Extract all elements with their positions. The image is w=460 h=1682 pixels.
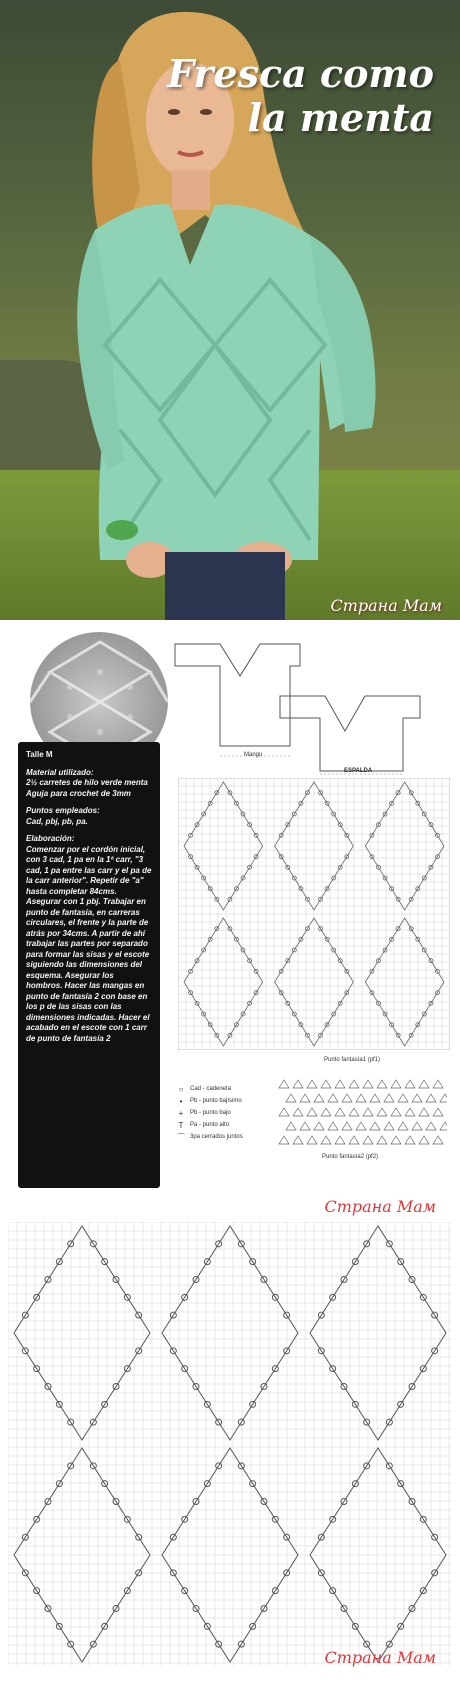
shell-motif xyxy=(377,1136,387,1144)
shell-motif xyxy=(314,1094,324,1102)
shell-motif xyxy=(279,1080,289,1088)
legend-label: Pb - punto bajísimo xyxy=(190,1098,242,1104)
legend-item xyxy=(176,1095,243,1107)
size-text: Talle M xyxy=(26,750,53,759)
shell-motif xyxy=(342,1094,352,1102)
shell-motif xyxy=(363,1136,373,1144)
shell-motif xyxy=(370,1094,380,1102)
shell-motif xyxy=(356,1094,366,1102)
shell-motif xyxy=(440,1094,447,1102)
legend-item xyxy=(176,1131,243,1143)
shell-motif xyxy=(440,1122,447,1130)
watermark-top: Страна Мам xyxy=(330,596,442,615)
legend-label: Cad - cadeneta xyxy=(190,1086,232,1092)
chain-icon: ○ xyxy=(178,1084,184,1094)
shell-motif xyxy=(293,1136,303,1144)
shell-motif xyxy=(363,1080,373,1088)
shell-motif xyxy=(293,1080,303,1088)
fantasy2-label: Punto fantasía2 (pf2) xyxy=(322,1154,379,1160)
fantasy-label: Punto fantasía1 (pf1) xyxy=(324,1057,381,1063)
shell-motif xyxy=(286,1122,296,1130)
slip-stitch-icon: • xyxy=(179,1096,183,1106)
shell-motif xyxy=(426,1122,436,1130)
legend-label: Pb - punto bajo xyxy=(190,1110,231,1116)
shell-motif xyxy=(363,1108,373,1116)
watermark-bottom: Страна Мам xyxy=(324,1648,436,1667)
shell-motif xyxy=(300,1094,310,1102)
process-text: Elaboración: Comenzar por el cordón inicial, con 3 cad, 1 pa en la 1ª carr, "3 cad, 1 pa entre las carr y el pa de la carr anterior". Repetir de "a" hasta completar 84cms. Asegurar con 1 pbj. Trabajar en punto de fantasía, en carreras circulares, el frente y la parte de atrás por 34cms. A partir de ahí trabajar las partes por separado para formar las sisas y el escote siguiendo las dimensiones del esquema. Asegurar los hombros. Hacer las mangas en punto de fantasía 2 con base en los p de las sisas con las dimensiones indicadas. Hacer el acabado en el escote con 1 carr de punto de fantasía 2 xyxy=(26,834,152,1043)
shell-motif xyxy=(391,1136,401,1144)
shell-motif xyxy=(314,1122,324,1130)
shell-motif xyxy=(328,1094,338,1102)
crochet-chart-small xyxy=(178,778,450,1050)
shell-motif xyxy=(279,1136,289,1144)
instructions-panel xyxy=(18,742,160,1188)
shell-motif xyxy=(433,1136,443,1144)
shell-motif xyxy=(286,1094,296,1102)
shell-motif xyxy=(321,1080,331,1088)
materials-text: Material utilizado: 2½ carretes de hilo verde menta Aguja para crochet de 3mm xyxy=(26,767,148,798)
shell-motif xyxy=(328,1122,338,1130)
legend-label: Pa - punto alto xyxy=(190,1122,230,1128)
stitches-text: Puntos empleados: Cad, pbj, pb, pa. xyxy=(26,806,100,826)
shell-motif xyxy=(349,1080,359,1088)
shell-motif xyxy=(356,1122,366,1130)
page-title xyxy=(167,52,434,140)
shell-motif xyxy=(300,1122,310,1130)
shell-motif xyxy=(412,1094,422,1102)
shell-motif xyxy=(384,1094,394,1102)
garment-schematic xyxy=(165,636,455,776)
shell-motif xyxy=(307,1136,317,1144)
watermark-middle: Страна Мам xyxy=(324,1197,436,1216)
shell-motif xyxy=(342,1122,352,1130)
shell-motif xyxy=(335,1108,345,1116)
shell-motif xyxy=(321,1136,331,1144)
cluster-icon: ⌒ xyxy=(177,1132,185,1142)
title-line-1: Fresca como xyxy=(167,51,434,96)
back-label: ESPALDA xyxy=(344,768,373,774)
shell-motif xyxy=(321,1108,331,1116)
shell-motif xyxy=(398,1122,408,1130)
shell-motif xyxy=(419,1136,429,1144)
shell-motif xyxy=(349,1136,359,1144)
shell-motif xyxy=(349,1108,359,1116)
shell-motif xyxy=(293,1108,303,1116)
shell-motif xyxy=(398,1094,408,1102)
stitch-legend xyxy=(176,1083,243,1143)
shell-motif xyxy=(391,1080,401,1088)
shell-motif xyxy=(279,1108,289,1116)
shell-motif xyxy=(384,1122,394,1130)
shell-motif xyxy=(391,1108,401,1116)
shell-motif xyxy=(405,1080,415,1088)
shell-motif xyxy=(433,1080,443,1088)
legend-label: 3pa cerrados juntos xyxy=(190,1134,243,1140)
shell-motif xyxy=(307,1080,317,1088)
shell-motif xyxy=(405,1108,415,1116)
cover-photo xyxy=(0,0,460,620)
legend-item xyxy=(176,1119,243,1131)
shell-motif xyxy=(370,1122,380,1130)
crochet-chart-large xyxy=(8,1222,452,1666)
shell-motif xyxy=(335,1080,345,1088)
shell-motif xyxy=(405,1136,415,1144)
front-label: Mangu xyxy=(244,752,263,758)
single-crochet-icon: + xyxy=(178,1108,184,1118)
shell-motif xyxy=(419,1108,429,1116)
shell-motif xyxy=(419,1080,429,1088)
shell-motif xyxy=(433,1108,443,1116)
title-line-2: la menta xyxy=(247,95,434,140)
shell-motif xyxy=(377,1080,387,1088)
double-crochet-icon: T xyxy=(178,1120,184,1130)
shell-motif xyxy=(426,1094,436,1102)
crochet-chart-band xyxy=(275,1076,447,1150)
shell-motif xyxy=(377,1108,387,1116)
legend-item xyxy=(176,1083,243,1095)
shell-motif xyxy=(412,1122,422,1130)
shell-motif xyxy=(335,1136,345,1144)
shell-motif xyxy=(307,1108,317,1116)
legend-item xyxy=(176,1107,243,1119)
